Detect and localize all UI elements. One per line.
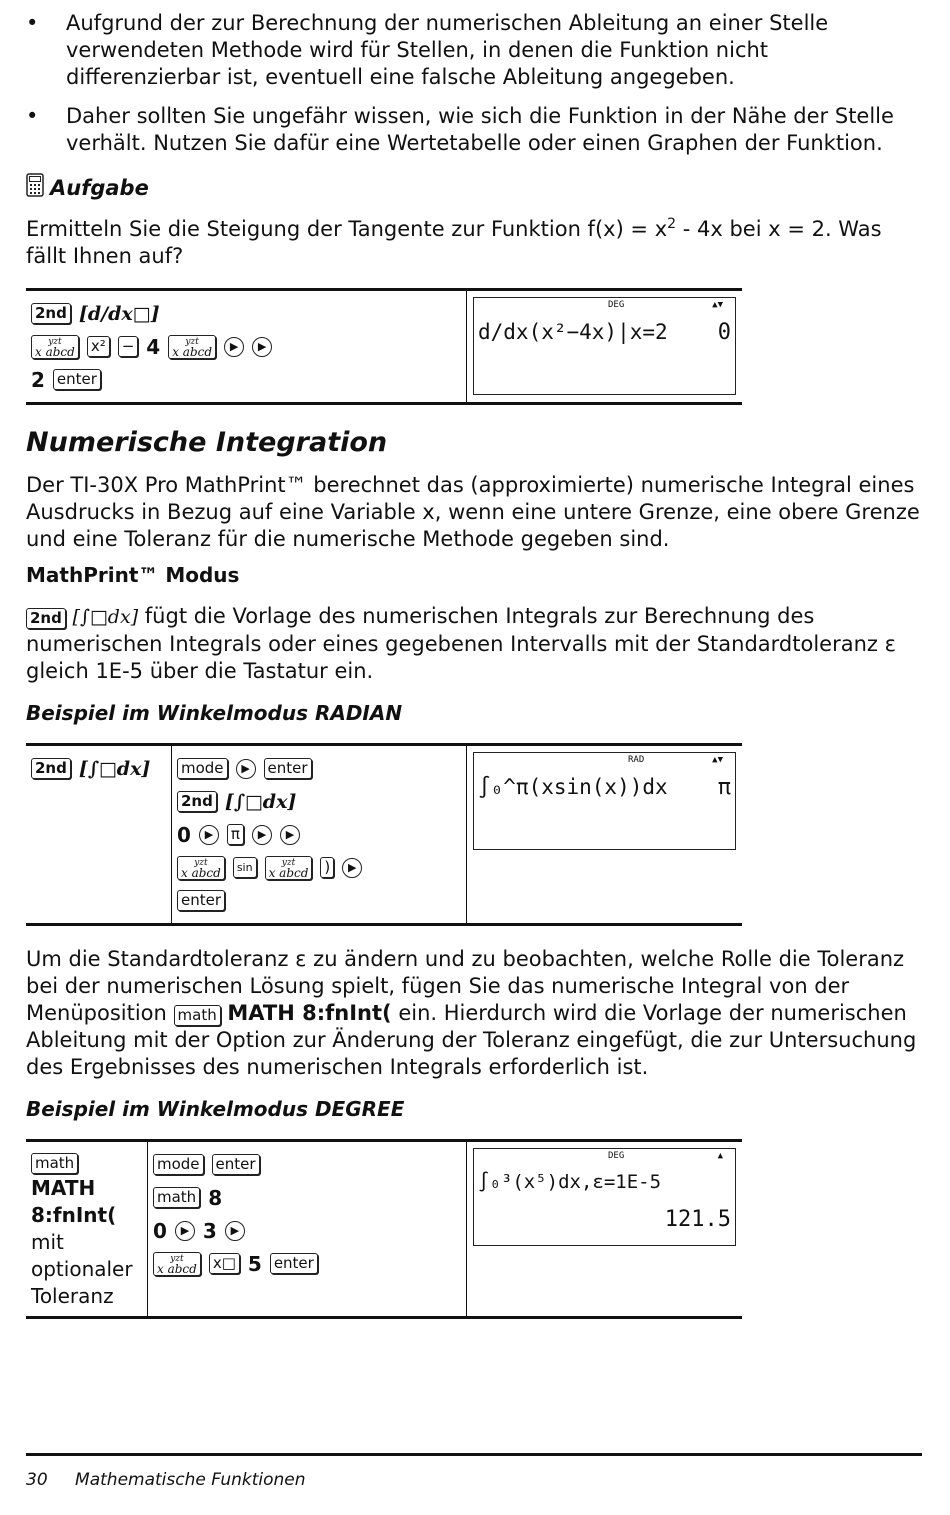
screen-mode: DEG: [608, 300, 625, 310]
keystroke-column-1: [26, 746, 172, 923]
screen-result: 0: [717, 320, 731, 345]
key-x-power: x□: [209, 1253, 240, 1274]
key-variable: yzt x abcd: [168, 335, 216, 359]
bullet-text: Daher sollten Sie ungefähr wissen, wie sich die Funktion in der Nähe der Stelle verhält. Nutzen Sie dafür eine Wertetabelle oder einen Graphen der Funktion.: [66, 104, 894, 155]
page-content: [26, 10, 926, 1319]
bullet-dot: •: [26, 104, 39, 128]
page-number: 30: [26, 1470, 48, 1490]
menu-title: MATH 8:fnInt(: [31, 1176, 117, 1227]
second-function-integral: [∫□dx]: [72, 606, 139, 628]
key-mode: mode: [177, 758, 228, 779]
key-pi: π: [227, 824, 244, 845]
calculator-screen: [473, 752, 736, 850]
aufgabe-sup: 2: [667, 216, 677, 232]
right-arrow-icon: ▶: [252, 337, 272, 357]
key-enter: enter: [177, 890, 225, 911]
bullet-item: [26, 10, 926, 91]
digit-3: 3: [202, 1218, 217, 1243]
bullet-dot: •: [26, 11, 39, 35]
key-enter: enter: [264, 758, 312, 779]
mathprint-heading: MathPrint™ Modus: [26, 563, 240, 587]
digit-4: 4: [146, 334, 161, 359]
aufgabe-text-a: Ermitteln Sie die Steigung der Tangente zur Funktion f(x) = x: [26, 217, 668, 241]
key-sin: sin: [233, 857, 257, 878]
key-variable: yzt x abcd: [31, 335, 79, 359]
key-enter: enter: [270, 1253, 318, 1274]
calculator-screen: [473, 1148, 736, 1246]
keystroke-column-2: [148, 1142, 467, 1316]
key-enter: enter: [212, 1154, 260, 1175]
right-arrow-icon: ▶: [252, 825, 272, 845]
screen-mode: DEG: [608, 1151, 625, 1161]
right-arrow-icon: ▶: [199, 825, 219, 845]
key-2nd: 2nd: [177, 791, 217, 812]
digit-8: 8: [208, 1185, 223, 1210]
scroll-indicator: ▲▼: [712, 755, 723, 765]
key-mode: mode: [153, 1154, 204, 1175]
key-2nd: 2nd: [31, 758, 71, 779]
tolerance-text-b: ein. Hierdurch wird die Vorlage der numerischen Ableitung mit der Option zur Änderung der Toleranz eingefügt, die zur Untersuchung des Ergebnisses des numerischen Integrals erforderlich ist.: [26, 1001, 917, 1079]
screen-column: [467, 291, 742, 402]
keystroke-column: [26, 291, 467, 402]
menu-reference: MATH 8:fnInt(: [227, 1001, 392, 1025]
key-x-squared: x²: [87, 336, 110, 357]
screen-column: [467, 1142, 742, 1316]
keystroke-column-1: [26, 1142, 148, 1316]
bullet-text: Aufgrund der zur Berechnung der numerischen Ableitung an einer Stelle verwendeten Methode wird für Stellen, in denen die Funktion nicht differenzierbar ist, eventuell eine falsche Ableitung angegeben.: [66, 11, 829, 89]
key-math: math: [174, 1005, 221, 1026]
section-title: Numerische Integration: [26, 427, 388, 458]
menu-desc: mit optionaler Toleranz: [31, 1230, 133, 1308]
example-heading-degree: Beispiel im Winkelmodus DEGREE: [26, 1097, 405, 1121]
screen-expression: ∫₀³(x⁵)dx,ε=1E-5: [478, 1171, 662, 1193]
key-math: math: [31, 1153, 78, 1174]
key-variable: yzt x abcd: [153, 1252, 201, 1276]
screen-expression: ∫₀^π(xsin(x))dx: [478, 775, 668, 799]
keystroke-column-2: [172, 746, 467, 923]
example-degree-table: [26, 1139, 742, 1319]
screen-result: π: [717, 775, 731, 800]
aufgabe-text: [26, 216, 926, 270]
key-minus: −: [118, 336, 139, 357]
right-arrow-icon: ▶: [342, 858, 362, 878]
example-heading-radian: Beispiel im Winkelmodus RADIAN: [26, 701, 403, 725]
right-arrow-icon: ▶: [280, 825, 300, 845]
tolerance-text-a: Um die Standardtoleranz ε zu ändern und zu beobachten, welche Rolle die Toleranz bei der numerischen Lösung spielt, fügen Sie das numerische Integral von der Menüposition: [26, 947, 905, 1025]
right-arrow-icon: ▶: [236, 759, 256, 779]
footer-rule: [26, 1453, 922, 1456]
key-enter: enter: [53, 369, 101, 390]
chapter-title: Mathematische Funktionen: [75, 1470, 306, 1490]
screen-result: 121.5: [664, 1207, 731, 1232]
right-arrow-icon: ▶: [175, 1221, 195, 1241]
example-radian-table: [26, 743, 742, 926]
digit-0: 0: [153, 1218, 167, 1243]
aufgabe-heading: [26, 173, 926, 202]
key-variable: yzt x abcd: [177, 856, 225, 880]
scroll-indicator: ▲▼: [712, 300, 723, 310]
key-2nd: 2nd: [26, 608, 66, 629]
tolerance-paragraph: [26, 946, 926, 1081]
screen-column: [467, 746, 742, 923]
example-derivative-table: [26, 288, 742, 405]
aufgabe-text-b: - 4x bei x = 2. Was fällt Ihnen auf?: [26, 217, 882, 268]
page-footer: [26, 1470, 328, 1490]
key-variable: yzt x abcd: [265, 856, 313, 880]
digit-5: 5: [247, 1251, 262, 1276]
second-function-integral: [∫□dx]: [78, 757, 151, 780]
section-intro: Der TI-30X Pro MathPrint™ berechnet das (approximierte) numerische Integral eines Ausdrucks in Bezug auf eine Variable x, wenn eine untere Grenze, eine obere Grenze und eine Toleranz für die numerische Methode gegeben sind.: [26, 473, 920, 551]
digit-0: 0: [177, 822, 191, 847]
second-function-integral: [∫□dx]: [224, 790, 297, 813]
aufgabe-label: Aufgabe: [50, 175, 149, 200]
scroll-indicator: ▲: [717, 1151, 723, 1161]
mathprint-desc: fügt die Vorlage des numerischen Integrals zur Berechnung des numerischen Integrals oder eines gegebenen Intervalls mit der Standardtoleranz ε gleich 1E-5 über die Tastatur ein.: [26, 604, 896, 683]
digit-2: 2: [31, 367, 45, 392]
screen-expression: d/dx(x²−4x)|x=2: [478, 320, 668, 344]
right-arrow-icon: ▶: [225, 1221, 245, 1241]
calculator-screen: [473, 297, 736, 395]
screen-mode: RAD: [628, 755, 645, 765]
mathprint-text: [26, 603, 926, 685]
key-math: math: [153, 1187, 200, 1208]
second-function-deriv: [d/dx□]: [78, 302, 160, 325]
key-right-paren: ): [320, 857, 334, 878]
key-2nd: 2nd: [31, 303, 71, 324]
calculator-icon: [26, 173, 44, 202]
right-arrow-icon: ▶: [224, 337, 244, 357]
bullet-item: [26, 103, 926, 157]
